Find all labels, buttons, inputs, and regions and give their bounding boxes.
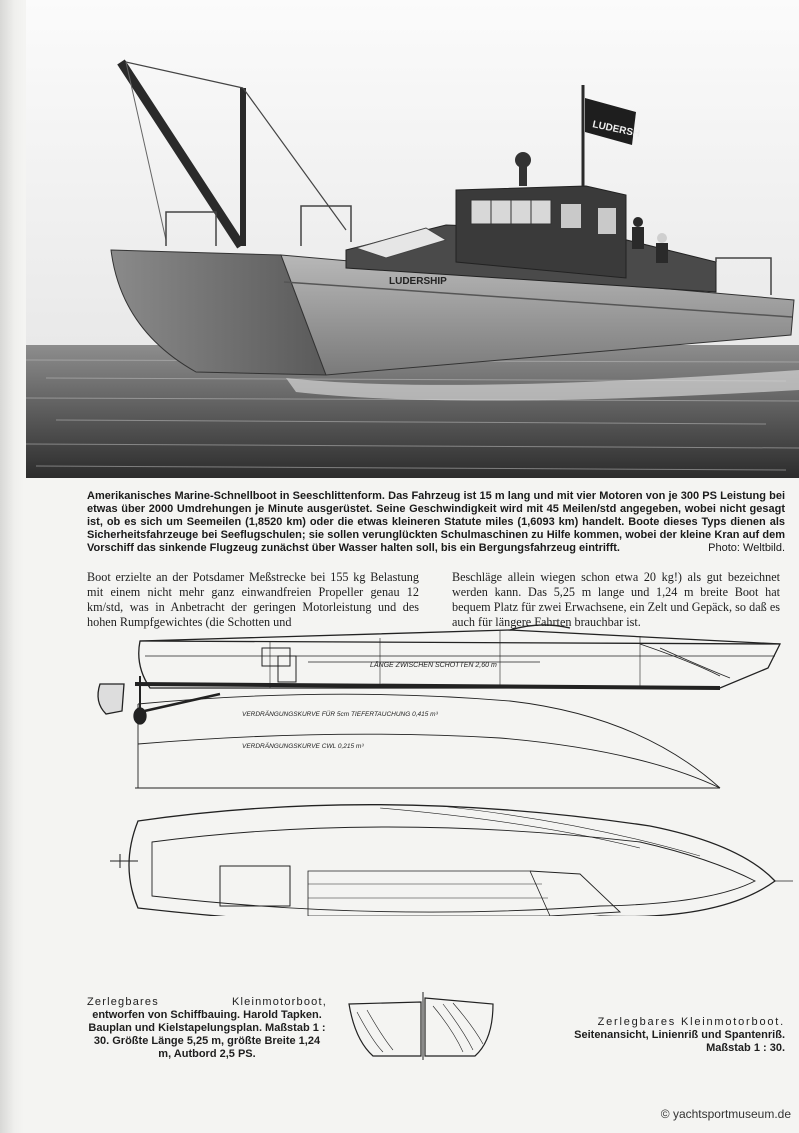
body-plan-drawing	[343, 990, 503, 1062]
photo-caption	[87, 490, 785, 555]
drawing-caption-left	[87, 996, 327, 1061]
hull-name-lettering: LUDERSHIP	[389, 276, 447, 287]
boat-technical-drawing	[80, 616, 795, 916]
watermark: © yachtsportmuseum.de	[660, 1107, 791, 1121]
curve-label-2: VERDRÄNGUNGSKURVE CWL 0,215 m³	[242, 743, 364, 750]
drawing-caption-right	[555, 1016, 785, 1055]
flag-lettering: LUDERSH	[591, 119, 641, 140]
side-elevation	[98, 625, 780, 724]
body-text-left: Boot erzielte an der Potsdamer Meßstrecke bei 155 kg Belastung mit einem nicht mehr ganz einwandfreien Propeller genau 12 km/std, was in Anbetracht der geringen Motorleistung und des hohen Rumpfgewichtes (die Schotten und	[87, 570, 419, 629]
photo-credit: Photo: Weltbild.	[708, 542, 785, 554]
displacement-curves	[135, 694, 720, 788]
caption-left-head: Zerlegbares Kleinmotorboot,	[87, 996, 327, 1008]
length-label: LÄNGE ZWISCHEN SCHOTTEN 2,60 m	[370, 662, 497, 669]
caption-right-line2: Seitenansicht, Linienriß und Spantenriß.	[574, 1029, 785, 1041]
caption-right-head: Zerlegbares Kleinmotorboot.	[597, 1016, 785, 1028]
boat-photograph	[26, 0, 799, 478]
caption-right-line3: Maßstab 1 : 30.	[706, 1042, 785, 1054]
caption-text: Amerikanisches Marine-Schnellboot in Seeschlittenform. Das Fahrzeug ist 15 m lang und mit vier Motoren von je 300 PS Leistung bei etwas über 2000 Umdrehungen je Minute ausgerüstet. Seine Geschwindigkeit wird mit 45 Meilen/std angegeben, wobei nicht gesagt ist, ob es sich um Seemeilen (1,8520 km) oder die etwas kleineren Statute miles (1,6093 km) handelt. Boote dieses Typs dienen als Sicherheitsfahrzeuge bei Seeflugschulen; sie sollen verunglückten Schulmaschinen zu Hilfe kommen, wobei der kleine Kran auf dem Vorschiff das sinkende Flugzeug zunächst über Wasser halten soll, bis ein Bergungsfahrzeug eintrifft.	[87, 490, 785, 554]
body-text-right: Beschläge allein wiegen schon etwa 20 kg!) als gut bezeichnet werden kann. Das 5,25 m lange und 1,24 m breite Boot hat bequem Platz für zwei Erwachsene, ein Zelt und Gepäck, so daß es auch für längere Fahrten brauchbar ist.	[452, 570, 780, 629]
caption-left-body: entworfen von Schiffbauing. Harold Tapken. Bauplan und Kielstapelungsplan. Maßstab 1 : 30. Größte Länge 5,25 m, größte Breite 1,24 m, Autbord 2,5 PS.	[88, 1009, 326, 1060]
curve-label-1: VERDRÄNGUNGSKURVE FÜR 5cm TIEFERTAUCHUNG 0,415 m³	[242, 711, 438, 718]
page-gutter	[0, 0, 24, 1133]
plan-view	[110, 805, 793, 916]
